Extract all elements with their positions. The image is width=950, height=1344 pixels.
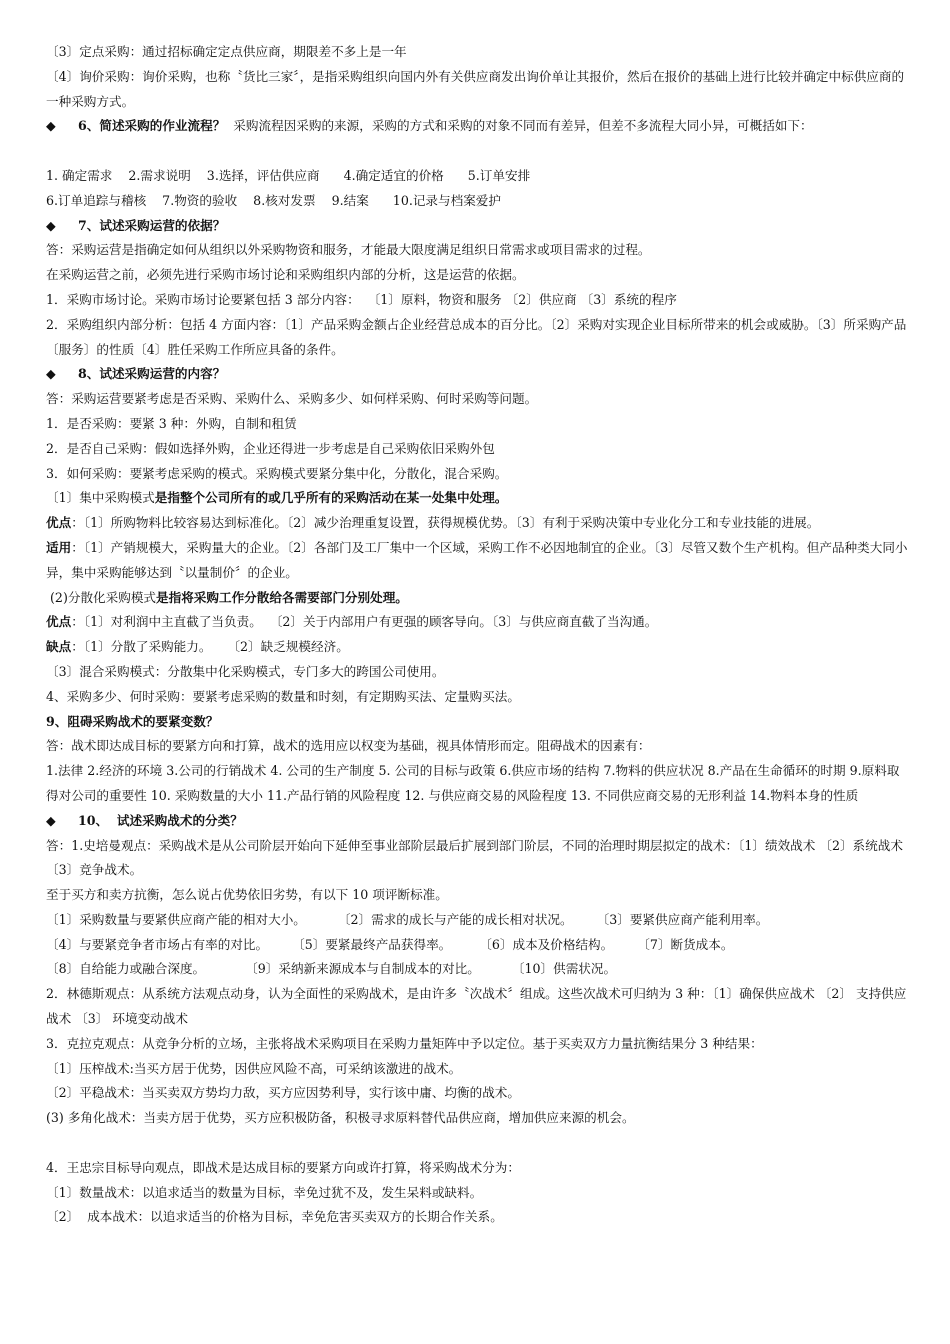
text-run: 3．克拉克观点：从竞争分析的立场，主张将战术采购项目在采购力量矩阵中予以定位。基于买卖双方力量抗衡结果分 3 种结果： <box>46 1035 763 1051</box>
text-run: ：〔1〕产销规模大，采购量大的企业。〔2〕各部门及工厂集中一个区域，采购工作不必因地制宜的企业。〔3〕尽管又数个生产机构。但产品种类大同小异，集中采购能够达到〝以量制价〞的企业。 <box>46 539 908 580</box>
text-run: 1．是否采购：要紧 3 种：外购，自制和租赁 <box>46 415 297 431</box>
bold-text: 适用 <box>46 539 72 555</box>
blank-line <box>46 139 910 164</box>
question-heading <box>46 809 910 834</box>
paragraph <box>46 660 910 685</box>
text-run: (3) 多角化战术：当卖方居于优势，买方应积极防备，积极寻求原料替代品供应商，增加供应来源的机会。 <box>46 1110 635 1126</box>
text-run: 2．采购组织内部分析：包括 4 方面内容：〔1〕产品采购金额占企业经营总成本的百分比。〔2〕采购对实现企业目标所带来的机会或威胁。〔3〕所采购产品〔服务〕的性质〔4〕胜任采购工作所应具备的条件。 <box>46 316 907 357</box>
text-run: ：〔1〕所购物料比较容易达到标准化。〔2〕减少治理重复设置，获得规模优势。〔3〕有利于采购决策中专业化分工和专业技能的进展。 <box>71 515 820 531</box>
paragraph <box>46 1181 910 1206</box>
paragraph <box>46 288 910 313</box>
paragraph <box>46 462 910 487</box>
diamond-bullet-icon: ◆ <box>46 217 56 233</box>
paragraph <box>46 908 910 933</box>
text-run: 答：采购运营要紧考虑是否采购、采购什么、采购多少、如何样采购、何时采购等问题。 <box>46 391 538 407</box>
bold-text: 6、简述采购的作业流程？ <box>78 118 226 134</box>
question-heading <box>46 362 910 387</box>
paragraph <box>46 982 910 1032</box>
text-run: 〔4〕与要紧竞争者市场占有率的对比。 〔5〕要紧最终产品获得率。 〔6〕成本及价格结构。 〔7〕断货成本。 <box>46 936 734 952</box>
paragraph <box>46 412 910 437</box>
paragraph <box>46 1106 910 1131</box>
paragraph <box>46 1156 910 1181</box>
paragraph <box>46 734 910 759</box>
paragraph <box>46 1057 910 1082</box>
text-run: 〔1〕压榨战术:当买方居于优势，因供应风险不高，可采纳该激进的战术。 <box>46 1060 462 1076</box>
paragraph <box>46 189 910 214</box>
paragraph <box>46 511 910 536</box>
text-run: 〔1〕采购数量与要紧供应商产能的相对大小。 〔2〕需求的成长与产能的成长相对状况。 〔3〕要紧供应商产能利用率。 <box>46 911 769 927</box>
bold-text: 10、 试述采购战术的分类？ <box>78 812 243 828</box>
question-heading <box>46 114 910 139</box>
paragraph <box>46 933 910 958</box>
paragraph <box>46 710 910 735</box>
text-run: 3．如何采购：要紧考虑采购的模式。采购模式要紧分集中化，分散化，混合采购。 <box>46 465 508 481</box>
text-run: 答：战术即达成目标的要紧方向和打算，战术的选用应以权变为基础，视具体情形而定。阻碍战术的因素有： <box>46 738 651 754</box>
paragraph <box>46 40 910 65</box>
text-run: 2．林德斯观点：从系统方法观点动身，认为全面性的采购战术，是由许多〝次战术〞组成。这些次战术可归纳为 3 种：〔1〕确保供应战术 〔2〕 支持供应战术 〔3〕 环境变动战术 <box>46 986 907 1027</box>
bold-text: 9、阻碍采购战术的要紧变数？ <box>46 713 219 729</box>
paragraph <box>46 883 910 908</box>
text-run: 1．采购市场讨论。采购市场讨论要紧包括 3 部分内容： 〔1〕原料，物资和服务 〔2〕供应商 〔3〕系统的程序 <box>46 291 677 307</box>
text-run: 〔1〕数量战术：以追求适当的数量为目标，幸免过犹不及，发生呆料或缺料。 <box>46 1184 483 1200</box>
diamond-bullet-icon: ◆ <box>46 366 56 382</box>
paragraph <box>46 263 910 288</box>
text-run: 〔2〕平稳战术：当买卖双方势均力敌，买方应因势利导，实行该中庸、均衡的战术。 <box>46 1085 520 1101</box>
text-run: 4、采购多少、何时采购：要紧考虑采购的数量和时刻，有定期购买法、定量购买法。 <box>46 688 520 704</box>
question-heading <box>46 214 910 239</box>
text-run: 〔1〕集中采购模式 <box>46 490 155 506</box>
paragraph <box>46 1032 910 1057</box>
bold-text: 优点 <box>46 515 72 531</box>
paragraph <box>46 536 910 586</box>
text-run: 答：1.史培曼观点：采购战术是从公司阶层开始向下延伸至事业部阶层最后扩展到部门阶层，不同的治理时期层拟定的战术：〔1〕绩效战术 〔2〕系统战术 〔3〕竞争战术。 <box>46 837 907 878</box>
text-run: 答：采购运营是指确定如何从组织以外采购物资和服务，才能最大限度满足组织日常需求或项目需求的过程。 <box>46 242 651 258</box>
paragraph <box>46 834 910 884</box>
paragraph <box>46 164 910 189</box>
text-run: ：〔1〕对利润中主直截了当负责。 〔2〕关于内部用户有更强的顾客导向。〔3〕与供应商直截了当沟通。 <box>71 614 658 630</box>
paragraph <box>46 685 910 710</box>
paragraph <box>46 486 910 511</box>
paragraph <box>46 1081 910 1106</box>
paragraph <box>46 437 910 462</box>
bold-text: 是指整个公司所有的或几乎所有的采购活动在某一处集中处理。 <box>154 490 508 506</box>
blank-line <box>46 1131 910 1156</box>
text-run: 在采购运营之前，必须先进行采购市场讨论和采购组织内部的分析，这是运营的依据。 <box>46 267 525 283</box>
paragraph <box>46 586 910 611</box>
paragraph <box>46 313 910 363</box>
paragraph <box>46 759 910 809</box>
paragraph <box>46 1205 910 1230</box>
text-run: 至于买方和卖方抗衡，怎么说占优势依旧劣势，有以下 10 项评断标准。 <box>46 887 448 903</box>
paragraph <box>46 238 910 263</box>
bold-text: 7、试述采购运营的依据？ <box>78 217 226 233</box>
paragraph <box>46 610 910 635</box>
paragraph <box>46 957 910 982</box>
text-run: 1. 确定需求 2.需求说明 3.选择，评估供应商 4.确定适宜的价格 5.订单安排 <box>46 167 531 183</box>
text-run: 采购流程因采购的来源，采购的方式和采购的对象不同而有差异，但差不多流程大同小异，可概括如下： <box>225 118 813 134</box>
text-run: 〔3〕混合采购模式：分散集中化采购模式，专门多大的跨国公司使用。 <box>46 663 445 679</box>
diamond-bullet-icon: ◆ <box>46 118 56 134</box>
bold-text: 优点 <box>46 614 72 630</box>
text-run: 6.订单追踪与稽核 7.物资的验收 8.核对发票 9.结案 10.记录与档案爱护 <box>46 192 501 208</box>
paragraph <box>46 635 910 660</box>
diamond-bullet-icon: ◆ <box>46 812 56 828</box>
bold-text: 是指将采购工作分散给各需要部门分别处理。 <box>156 589 408 605</box>
text-run: 〔8〕自给能力或融合深度。 〔9〕采纳新来源成本与自制成本的对比。 〔10〕供需状况。 <box>46 961 617 977</box>
text-run: 1.法律 2.经济的环境 3.公司的行销战术 4. 公司的生产制度 5. 公司的目标与政策 6.供应市场的结构 7.物料的供应状况 8.产品在生命循环的时期 9.原料取得对公司的重要性 10. 采购数量的大小 11.产品行销的风险程度 12. 与供应商交易的风险程度 13. 不同供应商交易的无形利益 14.物料本身的性质 <box>46 763 900 803</box>
text-run: 〔2〕 成本战术：以追求适当的价格为目标，幸免危害买卖双方的长期合作关系。 <box>46 1209 503 1225</box>
text-run: ：〔1〕分散了采购能力。 〔2〕缺乏规模经济。 <box>71 639 349 655</box>
bold-text: 8、试述采购运营的内容？ <box>78 366 226 382</box>
text-run: 4．王忠宗目标导向观点，即战术是达成目标的要紧方向或许打算，将采购战术分为： <box>46 1159 520 1175</box>
text-run: 〔4〕询价采购：询价采购，也称〝货比三家〞，是指采购组织向国内外有关供应商发出询价单让其报价，然后在报价的基础上进行比较并确定中标供应商的一种采购方式。 <box>46 68 905 109</box>
bold-text: 缺点 <box>46 639 72 655</box>
text-run: (2)分散化采购模式 <box>46 589 157 605</box>
paragraph <box>46 65 910 115</box>
paragraph <box>46 387 910 412</box>
text-run: 2．是否自己采购：假如选择外购，企业还得进一步考虑是自己采购依旧采购外包 <box>46 440 495 456</box>
text-run: 〔3〕定点采购：通过招标确定定点供应商，期限差不多上是一年 <box>46 44 407 59</box>
